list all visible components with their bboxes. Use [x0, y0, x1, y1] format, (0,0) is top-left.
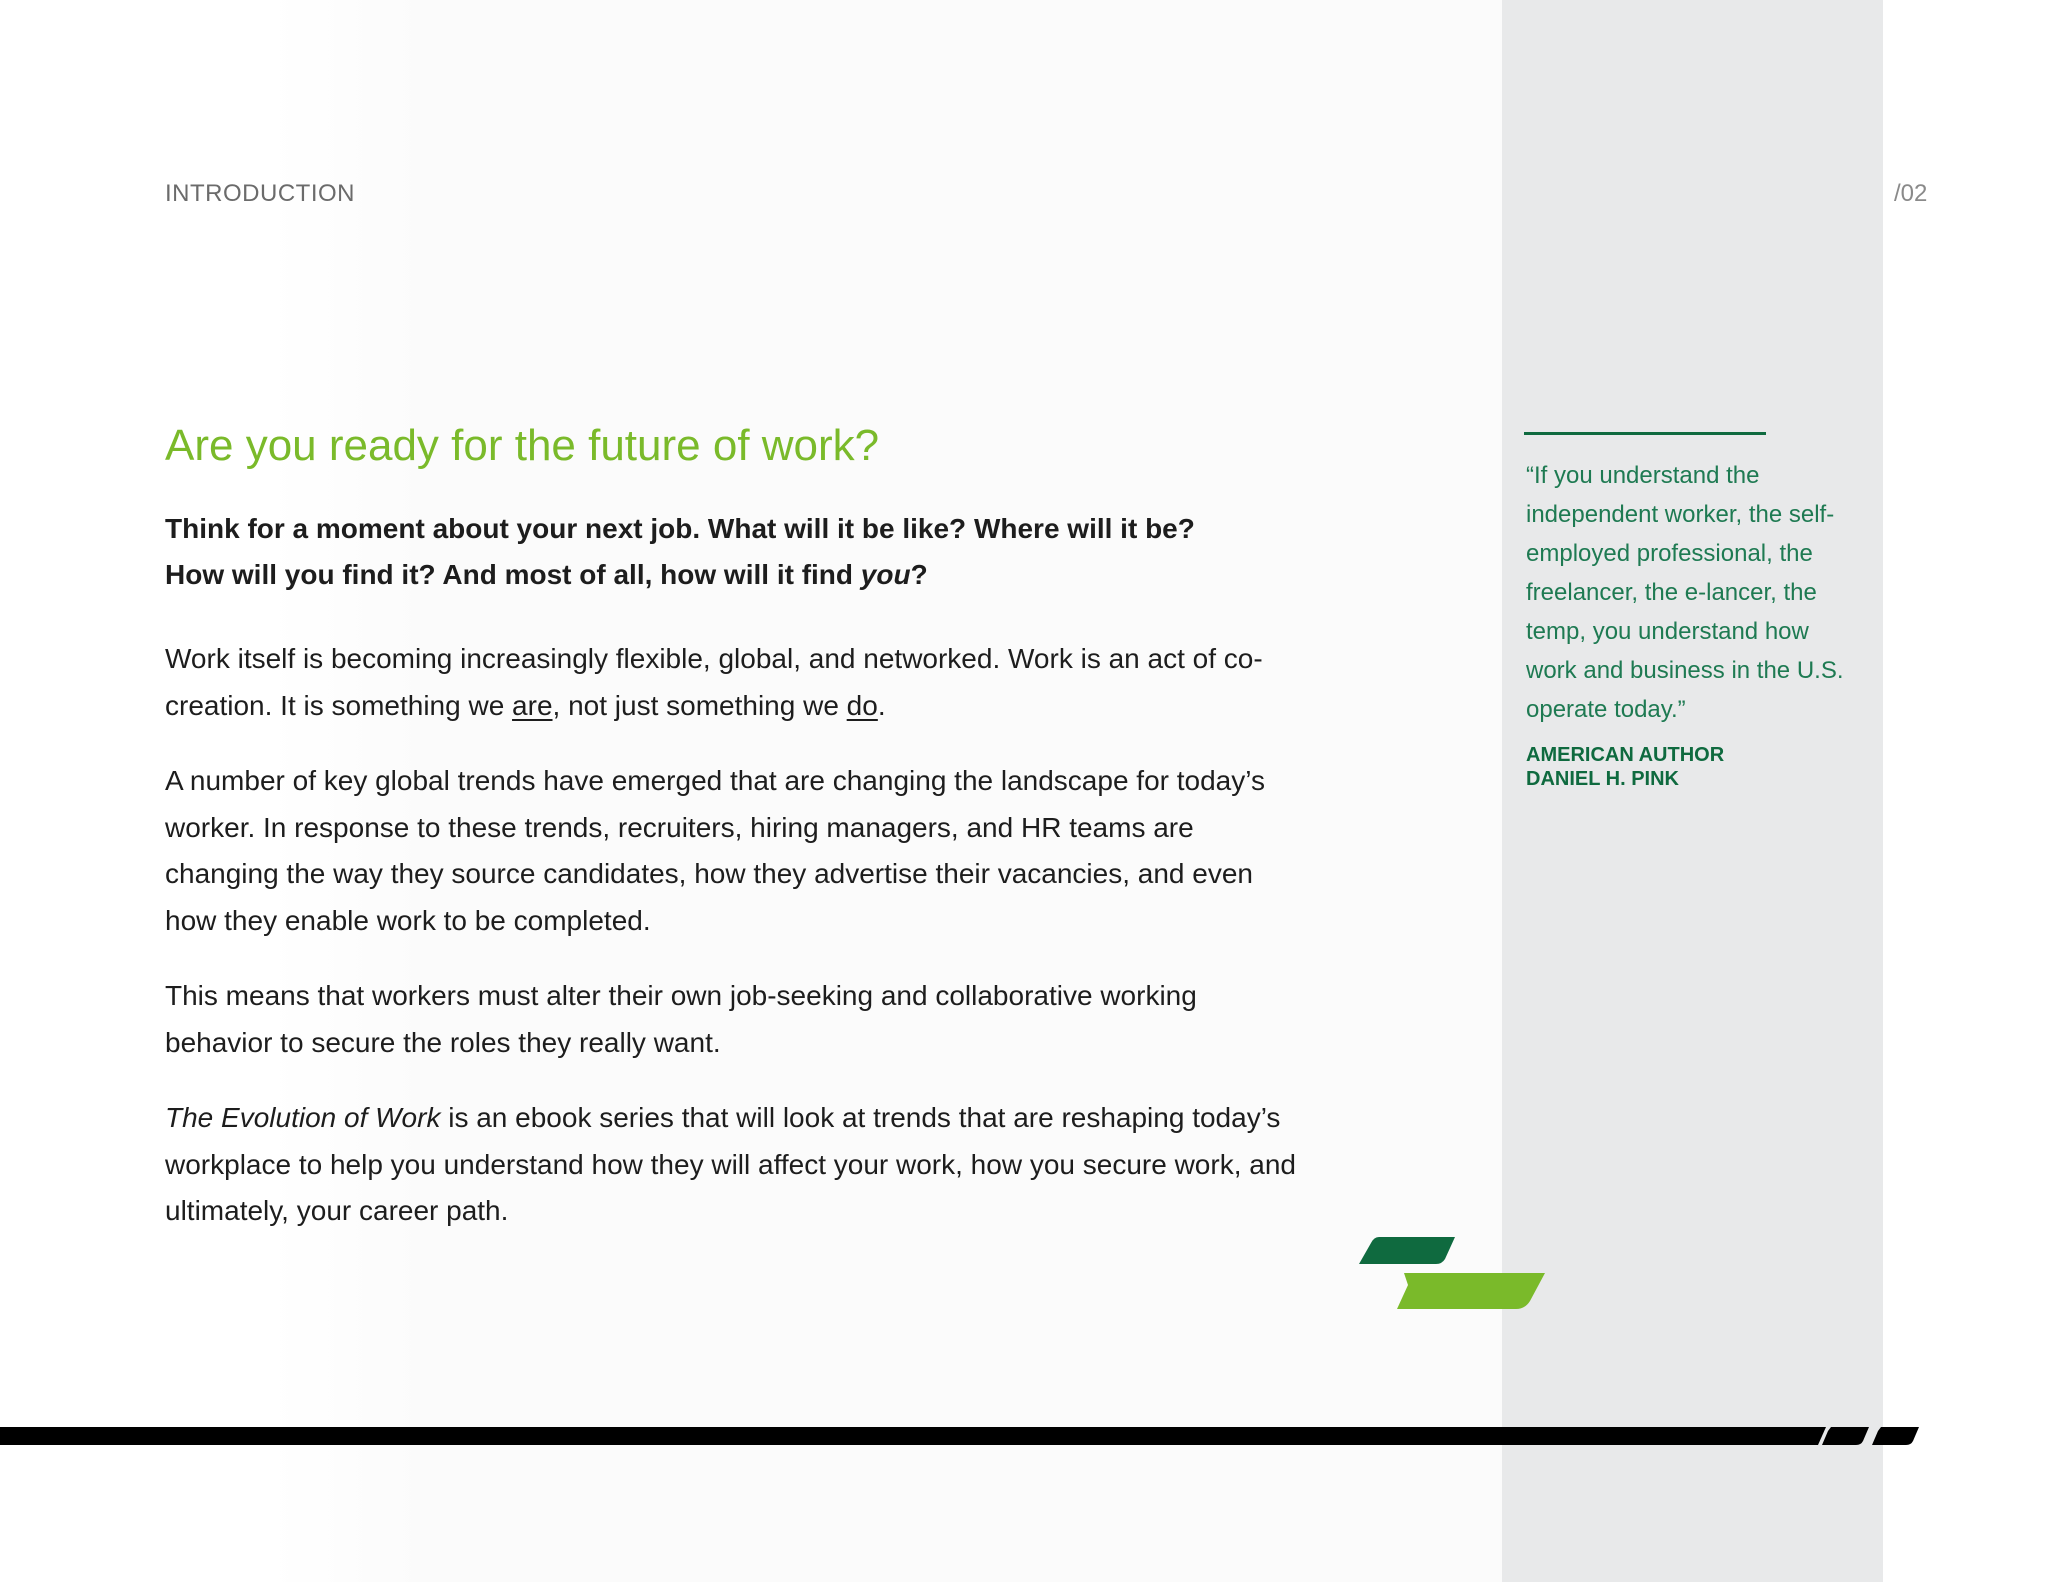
logo-dark-bar — [1359, 1237, 1455, 1264]
parallelogram-logo-icon — [1355, 1235, 1555, 1325]
p1-start: Work itself is becoming increasingly flexible, global, and networked. Work is an act of co-creation. It is something we — [165, 643, 1263, 721]
section-label: INTRODUCTION — [165, 180, 355, 207]
attribution-name: DANIEL H. PINK — [1526, 768, 1679, 790]
ebook-series-title: The Evolution of Work — [165, 1102, 441, 1133]
article-body — [165, 506, 1305, 1264]
logo-light-bar — [1397, 1273, 1545, 1309]
quote-attribution — [1526, 743, 1856, 791]
p1-end: . — [877, 689, 886, 721]
paragraph-1 — [165, 636, 1305, 729]
lead-emphasis: you — [860, 559, 911, 590]
article-title: Are you ready for the future of work? — [165, 421, 880, 470]
pull-quote: “If you understand the independent worker, the self-employed professional, the freelancer, the e-lancer, the temp, you understand how work and business in the U.S. operate today.” — [1526, 462, 1844, 723]
paragraph-4 — [165, 1095, 1305, 1235]
lead-line-2-start: How will you find it? And most of all, how will it find — [165, 559, 861, 590]
lead-paragraph — [165, 506, 1305, 598]
footer-bar — [0, 1425, 2048, 1449]
footer-stripe — [0, 1427, 1826, 1445]
p4-rest: is an ebook series that will look at trends that are reshaping today’s workplace to help you understand how they will affect your work, how you secure work, and ultimately, your career path. — [165, 1102, 1296, 1226]
p1-underline-are: are — [512, 689, 553, 721]
footer-slash-2 — [1872, 1427, 1919, 1445]
p1-underline-do: do — [846, 689, 878, 721]
p1-mid: , not just something we — [552, 689, 847, 721]
paragraph-2: A number of key global trends have emerged that are changing the landscape for today’s worker. In response to these trends, recruiters, hiring managers, and HR teams are changing the way they source candidates, how they advertise their vacancies, and even how they enable work to be completed. — [165, 765, 1265, 936]
lead-line-1: Think for a moment about your next job. What will it be like? Where will it be? — [165, 513, 1195, 544]
lead-line-2-end: ? — [910, 559, 928, 590]
paragraph-3: This means that workers must alter their own job-seeking and collaborative working behavior to secure the roles they really want. — [165, 980, 1197, 1058]
attribution-title: AMERICAN AUTHOR — [1526, 744, 1725, 766]
quote-divider — [1524, 432, 1766, 435]
footer-slash-1 — [1822, 1427, 1869, 1445]
sidebar-panel — [1502, 0, 1883, 1582]
page-number: /02 — [1894, 180, 1928, 207]
